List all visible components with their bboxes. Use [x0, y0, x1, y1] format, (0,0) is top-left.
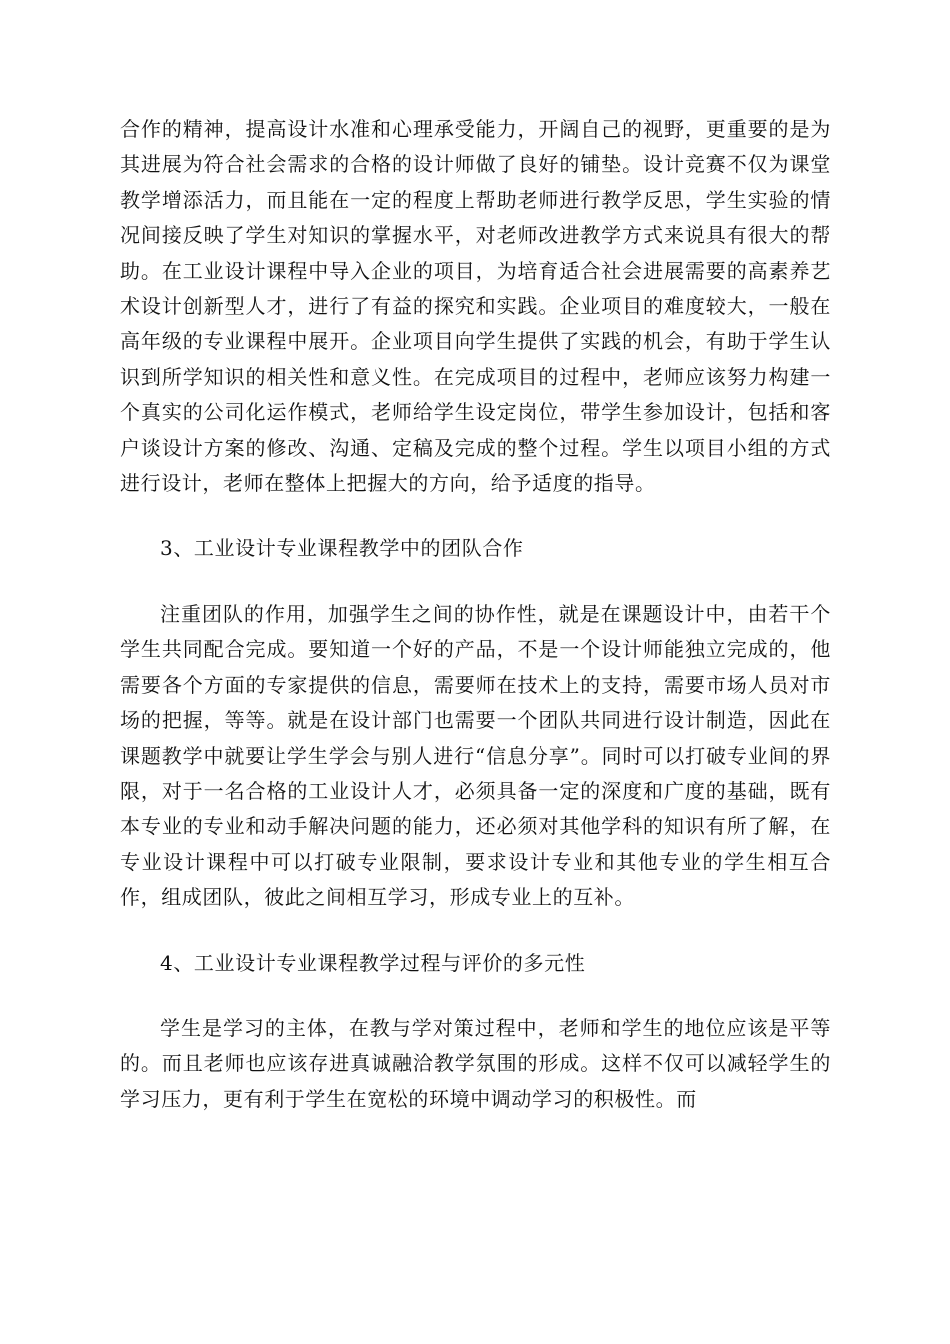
paragraph-student-subject: 学生是学习的主体，在教与学对策过程中，老师和学生的地位应该是平等的。而且老师也应该存进真诚融洽教学氛围的形成。这样不仅可以减轻学生的学习压力，更有利于学生在宽松的环境中调动学习的积极性。而: [120, 1015, 831, 1111]
paragraph-team-spirit: 合作的精神，提高设计水准和心理承受能力，开阔自己的视野，更重要的是为其进展为符合社会需求的合格的设计师做了良好的铺垫。设计竞赛不仅为课堂教学增添活力，而且能在一定的程度上帮助老师进行教学反思，学生实验的情况间接反映了学生对知识的掌握水平，对老师改进教学方式来说具有很大的帮助。在工业设计课程中导入企业的项目，为培育适合社会进展需要的高素养艺术设计创新型人才，进行了有益的探究和实践。企业项目的难度较大，一般在高年级的专业课程中展开。企业项目向学生提供了实践的机会，有助于学生认识到所学知识的相关性和意义性。在完成项目的过程中，老师应该努力构建一个真实的公司化运作模式，老师给学生设定岗位，带学生参加设计，包括和客户谈设计方案的修改、沟通、定稿及完成的整个过程。学生以项目小组的方式进行设计，老师在整体上把握大的方向，给予适度的指导。: [120, 117, 831, 496]
spacer: [120, 916, 831, 946]
spacer: [120, 981, 831, 1011]
paragraph-team-cooperation: 注重团队的作用，加强学生之间的协作性，就是在课题设计中，由若干个学生共同配合完成。要知道一个好的产品，不是一个设计师能独立完成的，他需要各个方面的专家提供的信息，需要师在技术上的支持，需要市场人员对市场的把握，等等。就是在设计部门也需要一个团队共同进行设计制造，因此在课题教学中就要让学生学会与别人进行“信息分享”。同时可以打破专业间的界限，对于一名合格的工业设计人才，必须具备一定的深度和广度的基础，既有本专业的专业和动手解决问题的能力，还必须对其他学科的知识有所了解，在专业设计课程中可以打破专业限制，要求设计专业和其他专业的学生相互合作，组成团队，彼此之间相互学习，形成专业上的互补。: [120, 601, 831, 910]
section-heading-3: 3、工业设计专业课程教学中的团队合作: [160, 536, 524, 561]
document-page: [120, 112, 831, 1117]
spacer: [120, 501, 831, 531]
section-heading-4: 4、工业设计专业课程教学过程与评价的多元性: [160, 950, 586, 975]
spacer: [120, 567, 831, 597]
